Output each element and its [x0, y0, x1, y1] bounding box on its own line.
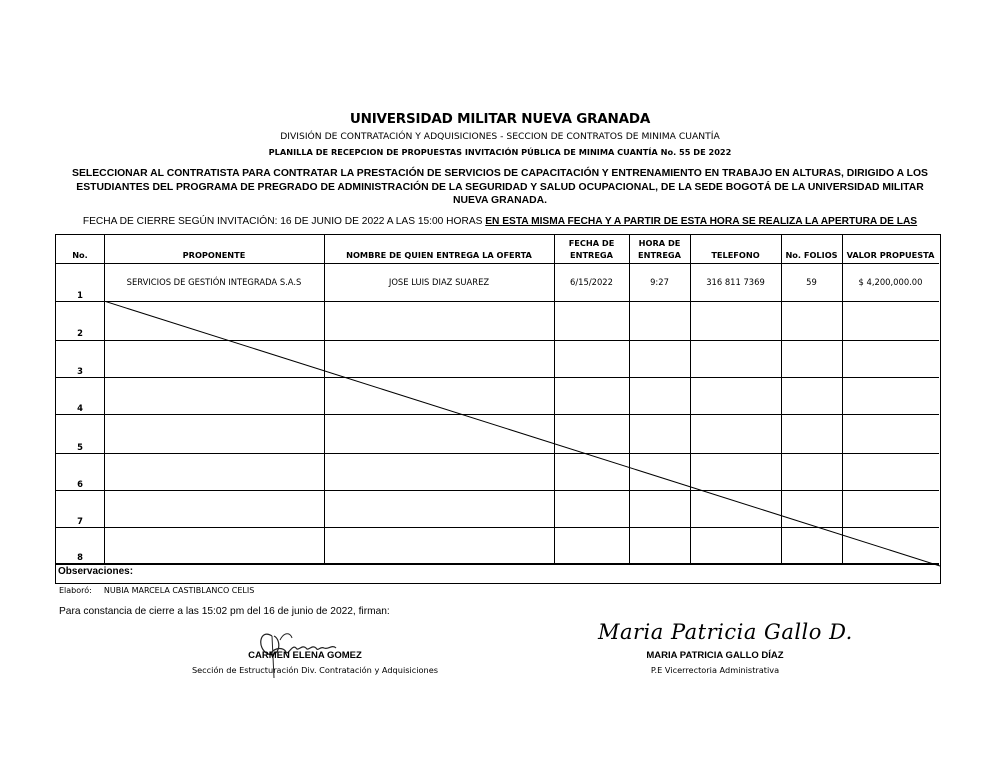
division-subtitle: DIVISIÓN DE CONTRATACIÓN Y ADQUISICIONES - SECCION DE CONTRATOS DE MINIMA CUANTÍA	[280, 131, 720, 142]
header-proponente: PROPONENTE	[182, 250, 246, 260]
proposals-table	[55, 234, 941, 584]
row-number-4: 4	[77, 403, 83, 413]
elaboro-label: Elaboró:	[59, 586, 92, 595]
contract-object: SELECCIONAR AL CONTRATISTA PARA CONTRATAR LA PRESTACIÓN DE SERVICIOS DE CAPACITACIÓN Y ENTRENAMIENTO EN TRABAJO EN ALTURAS, DIRIGIDO A LOS ESTUDIANTES DEL PROGRAMA DE PREGRADO DE ADMINISTRACIÓN DE LA SEGURIDAD Y SALUD OCUPACIONAL, DE LA SEDE BOGOTÁ DE LA UNIVERSIDAD MILITAR NUEVA GRANADA.	[72, 168, 928, 207]
header-hora-line2: ENTREGA	[638, 250, 681, 260]
elaboro-name: NUBIA MARCELA CASTIBLANCO CELIS	[103, 586, 255, 595]
header-fecha	[554, 237, 629, 261]
row-number-2: 2	[77, 328, 83, 338]
row-number-3: 3	[77, 366, 83, 376]
signature-maria: Maria Patricia Gallo D.	[598, 620, 853, 644]
header-folios: No. FOLIOS	[785, 250, 838, 260]
header-hora-line1: HORA DE	[638, 238, 681, 248]
row1-hora: 9:27	[650, 277, 669, 287]
header-telefono: TELEFONO	[711, 250, 760, 260]
constancia-text: Para constancia de cierre a las 15:02 pm del 16 de junio de 2022, firman:	[59, 606, 390, 617]
row1-nombre: JOSE LUIS DIAZ SUAREZ	[388, 277, 490, 287]
row1-fecha: 6/15/2022	[570, 277, 613, 287]
closing-date-line	[0, 216, 1000, 227]
signer-2-role: P.E Vicerrectoria Administrativa	[650, 665, 780, 675]
planilla-title: PLANILLA DE RECEPCION DE PROPUESTAS INVITACIÓN PÚBLICA DE MINIMA CUANTÍA No. 55 DE 2022	[268, 147, 732, 157]
row1-telefono: 316 811 7369	[706, 277, 765, 287]
university-title: UNIVERSIDAD MILITAR NUEVA GRANADA	[349, 111, 651, 127]
row1-valor: $ 4,200,000.00	[858, 277, 923, 287]
row-number-1: 1	[77, 290, 83, 300]
row1-proponente: SERVICIOS DE GESTIÓN INTEGRADA S.A.S	[126, 277, 302, 287]
signer-1-name: CARMEN ELENA GOMEZ	[248, 650, 362, 661]
closing-date-text: FECHA DE CIERRE SEGÚN INVITACIÓN: 16 DE JUNIO DE 2022 A LAS 15:00 HORAS	[82, 216, 483, 227]
signer-2-name: MARIA PATRICIA GALLO DÍAZ	[646, 650, 784, 661]
observaciones-label: Observaciones:	[58, 566, 134, 577]
opening-notice: EN ESTA MISMA FECHA Y A PARTIR DE ESTA HORA SE REALIZA LA APERTURA DE LAS	[485, 216, 918, 227]
header-no: No.	[72, 250, 88, 260]
row-number-5: 5	[77, 442, 83, 452]
elaboro-line	[59, 586, 254, 595]
header-hora	[629, 237, 690, 261]
row-number-7: 7	[77, 516, 83, 526]
row-number-8: 8	[77, 552, 83, 562]
cancel-diagonal-line	[104, 301, 940, 567]
signer-1-role: Sección de Estructuración Div. Contratación y Adquisiciones	[191, 665, 439, 675]
header-nombre: NOMBRE DE QUIEN ENTREGA LA OFERTA	[346, 250, 532, 260]
header-fecha-line1: FECHA DE	[568, 238, 615, 248]
header-valor: VALOR PROPUESTA	[846, 250, 935, 260]
row-number-6: 6	[77, 479, 83, 489]
header-fecha-line2: ENTREGA	[570, 250, 613, 260]
row1-folios: 59	[806, 277, 817, 287]
